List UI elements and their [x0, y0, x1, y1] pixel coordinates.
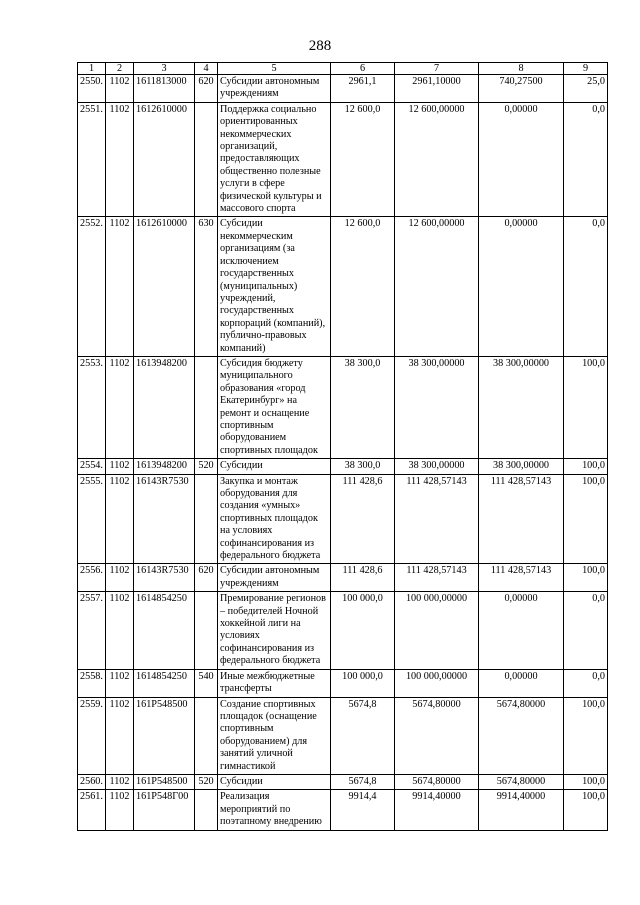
- section-code: 1102: [106, 669, 134, 697]
- section-code: 1102: [106, 356, 134, 458]
- row-number: 2552.: [78, 217, 106, 356]
- expense-type-code: 520: [195, 459, 218, 474]
- expense-type-code: [195, 356, 218, 458]
- value-column-7: 111 428,57143: [395, 564, 479, 592]
- value-column-7: 9914,40000: [395, 790, 479, 830]
- percent-executed: 25,0: [564, 75, 608, 103]
- column-header-9: 9: [564, 63, 608, 75]
- section-code: 1102: [106, 592, 134, 669]
- value-column-8: 111 428,57143: [479, 474, 564, 564]
- value-column-8: 5674,80000: [479, 774, 564, 789]
- value-column-7: 5674,80000: [395, 697, 479, 774]
- value-column-7: 12 600,00000: [395, 102, 479, 217]
- expense-type-code: [195, 102, 218, 217]
- expense-type-code: 620: [195, 75, 218, 103]
- section-code: 1102: [106, 75, 134, 103]
- value-column-6: 5674,8: [331, 697, 395, 774]
- table-row: [78, 459, 608, 474]
- value-column-8: 9914,40000: [479, 790, 564, 830]
- expense-type-code: [195, 697, 218, 774]
- expense-type-code: [195, 474, 218, 564]
- value-column-8: 38 300,00000: [479, 459, 564, 474]
- section-code: 1102: [106, 474, 134, 564]
- table-row: [78, 669, 608, 697]
- target-article-code: 16143R7530: [134, 474, 195, 564]
- column-header-4: 4: [195, 63, 218, 75]
- column-header-2: 2: [106, 63, 134, 75]
- value-column-7: 12 600,00000: [395, 217, 479, 356]
- row-number: 2561.: [78, 790, 106, 830]
- percent-executed: 100,0: [564, 474, 608, 564]
- column-header-8: 8: [479, 63, 564, 75]
- value-column-6: 111 428,6: [331, 564, 395, 592]
- value-column-7: 2961,10000: [395, 75, 479, 103]
- percent-executed: 100,0: [564, 790, 608, 830]
- table-row: [78, 217, 608, 356]
- value-column-6: 100 000,0: [331, 669, 395, 697]
- value-column-6: 100 000,0: [331, 592, 395, 669]
- section-code: 1102: [106, 564, 134, 592]
- item-name: Поддержка социально ориентированных некоммерческих организаций, предоставляющих общественно полезные услуги в сфере физической культуры и массового спорта: [218, 102, 331, 217]
- item-name: Закупка и монтаж оборудования для создания «умных» спортивных площадок на условиях софинансирования из федерального бюджета: [218, 474, 331, 564]
- percent-executed: 0,0: [564, 669, 608, 697]
- table-row: [78, 564, 608, 592]
- value-column-7: 38 300,00000: [395, 459, 479, 474]
- row-number: 2551.: [78, 102, 106, 217]
- row-number: 2554.: [78, 459, 106, 474]
- section-code: 1102: [106, 790, 134, 830]
- value-column-8: 0,00000: [479, 217, 564, 356]
- target-article-code: 1612610000: [134, 102, 195, 217]
- value-column-7: 5674,80000: [395, 774, 479, 789]
- value-column-6: 12 600,0: [331, 102, 395, 217]
- percent-executed: 100,0: [564, 459, 608, 474]
- column-header-3: 3: [134, 63, 195, 75]
- item-name: Создание спортивных площадок (оснащение спортивным оборудованием) для занятий уличной гимнастикой: [218, 697, 331, 774]
- row-number: 2555.: [78, 474, 106, 564]
- value-column-8: 0,00000: [479, 669, 564, 697]
- value-column-8: 38 300,00000: [479, 356, 564, 458]
- target-article-code: 1614854250: [134, 669, 195, 697]
- target-article-code: 161P548500: [134, 774, 195, 789]
- value-column-7: 100 000,00000: [395, 669, 479, 697]
- target-article-code: 1613948200: [134, 459, 195, 474]
- value-column-8: 0,00000: [479, 102, 564, 217]
- table-row: [78, 102, 608, 217]
- item-name: Субсидии автономным учреждениям: [218, 564, 331, 592]
- budget-table: [77, 62, 608, 831]
- section-code: 1102: [106, 774, 134, 789]
- row-number: 2557.: [78, 592, 106, 669]
- table-row: [78, 75, 608, 103]
- item-name: Субсидии: [218, 459, 331, 474]
- table-body: [78, 75, 608, 831]
- value-column-7: 100 000,00000: [395, 592, 479, 669]
- value-column-7: 38 300,00000: [395, 356, 479, 458]
- item-name: Субсидии: [218, 774, 331, 789]
- row-number: 2553.: [78, 356, 106, 458]
- table-row: [78, 697, 608, 774]
- target-article-code: 1611813000: [134, 75, 195, 103]
- section-code: 1102: [106, 102, 134, 217]
- column-header-6: 6: [331, 63, 395, 75]
- percent-executed: 100,0: [564, 697, 608, 774]
- percent-executed: 0,0: [564, 592, 608, 669]
- expense-type-code: 620: [195, 564, 218, 592]
- expense-type-code: 630: [195, 217, 218, 356]
- expense-type-code: [195, 790, 218, 830]
- target-article-code: 1613948200: [134, 356, 195, 458]
- percent-executed: 100,0: [564, 564, 608, 592]
- section-code: 1102: [106, 217, 134, 356]
- table-row: [78, 474, 608, 564]
- table-row: [78, 774, 608, 789]
- target-article-code: 161P548Г00: [134, 790, 195, 830]
- target-article-code: 161P548500: [134, 697, 195, 774]
- value-column-8: 0,00000: [479, 592, 564, 669]
- target-article-code: 16143R7530: [134, 564, 195, 592]
- value-column-6: 12 600,0: [331, 217, 395, 356]
- table-header-row: [78, 63, 608, 75]
- expense-type-code: [195, 592, 218, 669]
- row-number: 2559.: [78, 697, 106, 774]
- value-column-8: 740,27500: [479, 75, 564, 103]
- value-column-6: 38 300,0: [331, 356, 395, 458]
- target-article-code: 1612610000: [134, 217, 195, 356]
- percent-executed: 100,0: [564, 774, 608, 789]
- row-number: 2556.: [78, 564, 106, 592]
- page-number: 288: [308, 38, 332, 54]
- item-name: Субсидии автономным учреждениям: [218, 75, 331, 103]
- value-column-8: 111 428,57143: [479, 564, 564, 592]
- value-column-6: 38 300,0: [331, 459, 395, 474]
- column-header-1: 1: [78, 63, 106, 75]
- expense-type-code: 520: [195, 774, 218, 789]
- percent-executed: 100,0: [564, 356, 608, 458]
- row-number: 2560.: [78, 774, 106, 789]
- column-header-5: 5: [218, 63, 331, 75]
- column-header-7: 7: [395, 63, 479, 75]
- expense-type-code: 540: [195, 669, 218, 697]
- table-row: [78, 790, 608, 830]
- value-column-7: 111 428,57143: [395, 474, 479, 564]
- section-code: 1102: [106, 459, 134, 474]
- value-column-6: 111 428,6: [331, 474, 395, 564]
- table-row: [78, 356, 608, 458]
- item-name: Субсидии некоммерческим организациям (за исключением государственных (муниципальных) учреждений, государственных корпораций (компаний), публично-правовых компаний): [218, 217, 331, 356]
- item-name: Иные межбюджетные трансферты: [218, 669, 331, 697]
- row-number: 2550.: [78, 75, 106, 103]
- percent-executed: 0,0: [564, 217, 608, 356]
- item-name: Субсидия бюджету муниципального образования «город Екатеринбург» на ремонт и оснащение спортивным оборудованием спортивных площадок: [218, 356, 331, 458]
- item-name: Премирование регионов – победителей Ночной хоккейной лиги на условиях софинансирования из федерального бюджета: [218, 592, 331, 669]
- row-number: 2558.: [78, 669, 106, 697]
- target-article-code: 1614854250: [134, 592, 195, 669]
- item-name: Реализация мероприятий по поэтапному внедрению: [218, 790, 331, 830]
- value-column-6: 9914,4: [331, 790, 395, 830]
- percent-executed: 0,0: [564, 102, 608, 217]
- section-code: 1102: [106, 697, 134, 774]
- value-column-6: 2961,1: [331, 75, 395, 103]
- table-row: [78, 592, 608, 669]
- value-column-6: 5674,8: [331, 774, 395, 789]
- value-column-8: 5674,80000: [479, 697, 564, 774]
